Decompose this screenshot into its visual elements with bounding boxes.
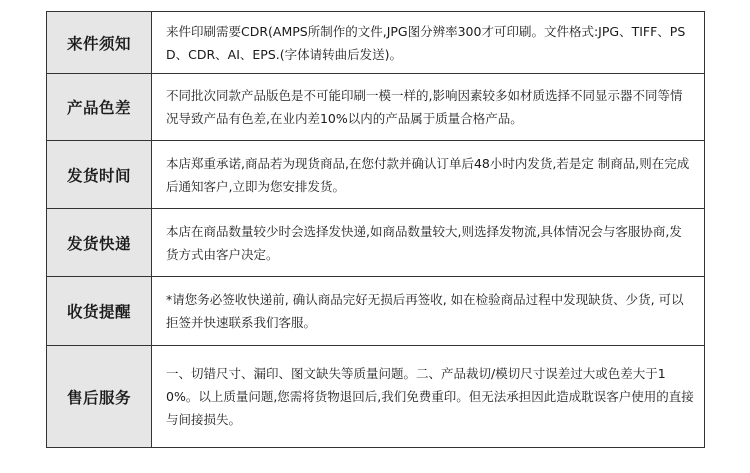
notice-row-incoming-files: [47, 12, 705, 74]
notice-row-courier: [47, 209, 705, 277]
notice-row-after-sales: [47, 346, 705, 448]
notice-text: 本店在商品数量较少时会选择发快递,如商品数量较大,则选择发物流,具体情况会与客服协商,发货方式由客户决定。: [166, 223, 682, 262]
notice-label: 发货时间: [47, 141, 152, 209]
notice-label: 来件须知: [47, 12, 152, 74]
notice-content: [152, 12, 705, 74]
notice-text: 本店郑重承诺,商品若为现货商品,在您付款并确认订单后48小时内发货,若是定 制商品,则在完成后通知客户,立即为您安排发货。: [166, 155, 690, 194]
notice-label: 发货快递: [47, 209, 152, 277]
notice-content: [152, 277, 705, 346]
notice-label: 收货提醒: [47, 277, 152, 346]
notice-content: [152, 74, 705, 141]
notice-row-receipt-reminder: [47, 277, 705, 346]
notice-text: 一、切错尺寸、漏印、图文缺失等质量问题。二、产品裁切/模切尺寸误差过大或色差大于10%。以上质量问题,您需将货物退回后,我们免费重印。但无法承担因此造成耽误客户使用的直接与间接损失。: [166, 366, 694, 427]
notice-text: 不同批次同款产品版色是不可能印刷一模一样的,影响因素较多如材质选择不同显示器不同等情况导致产品有色差,在业内差10%以内的产品属于质量合格产品。: [166, 88, 683, 126]
purchase-notice-table: [46, 11, 705, 448]
notice-row-color-difference: [47, 74, 705, 141]
notice-text: *请您务必签收快递前, 确认商品完好无损后再签收, 如在检验商品过程中发现缺货、少货, 可以拒签并快速联系我们客服。: [166, 292, 684, 330]
notice-row-shipping-time: [47, 141, 705, 209]
notice-content: [152, 209, 705, 277]
notice-label: 产品色差: [47, 74, 152, 141]
notice-content: [152, 141, 705, 209]
notice-text: 来件印刷需要CDR(AMPS所制作的文件,JPG图分辨率300才可印刷。文件格式:JPG、TIFF、PSD、CDR、AI、EPS.(字体请转曲后发送)。: [166, 23, 686, 62]
notice-label: 售后服务: [47, 346, 152, 448]
notice-content: [152, 346, 705, 448]
